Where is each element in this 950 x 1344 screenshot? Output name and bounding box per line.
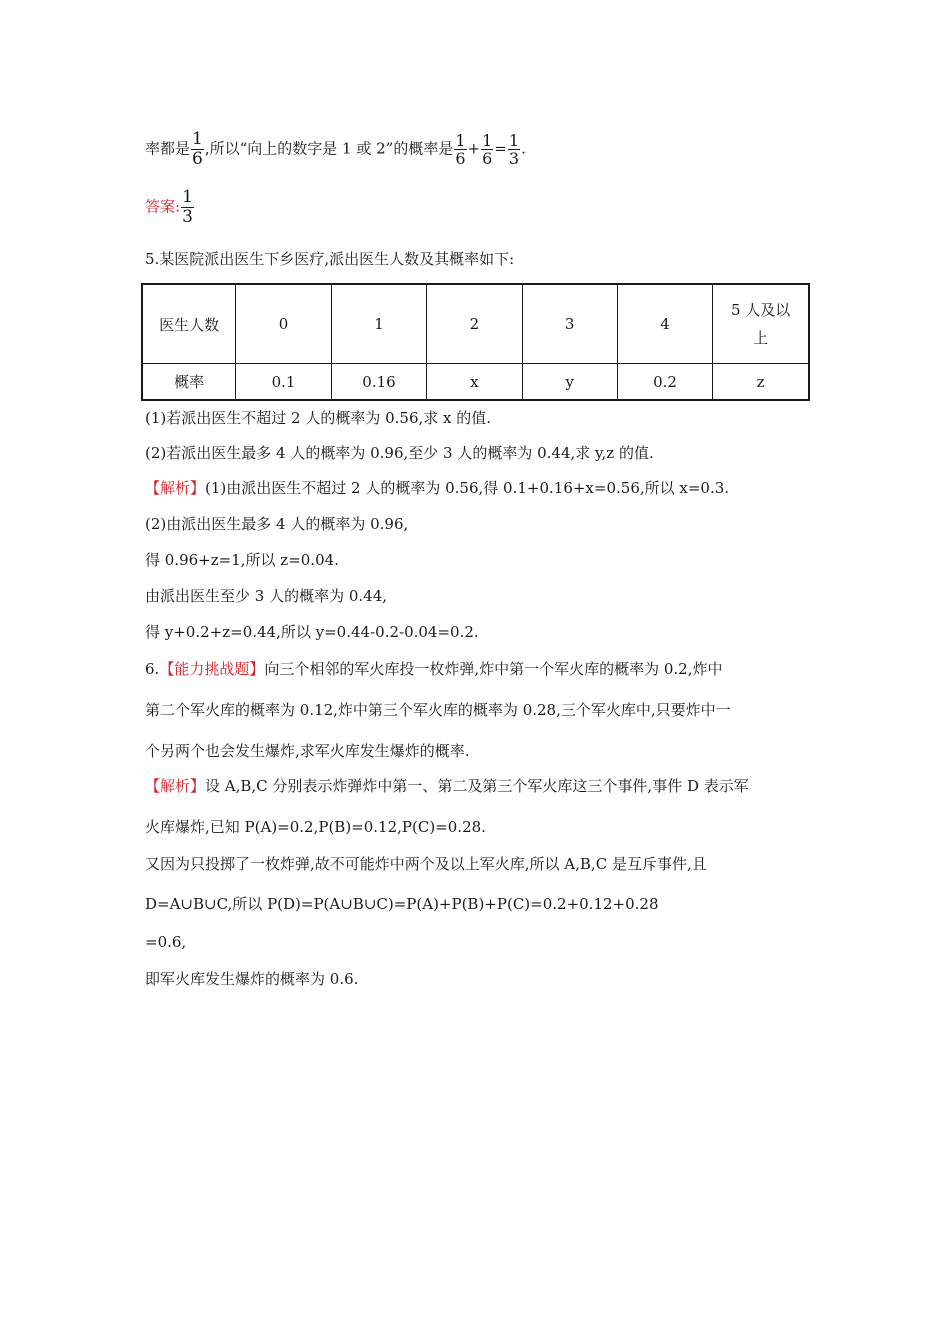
q5-solution-1: 【解析】(1)由派出医生不超过 2 人的概率为 0.56,得 0.1+0.16+x=0.56,所以 x=0.3.: [145, 479, 730, 497]
table-cell: [713, 284, 809, 364]
table-cell: 概率: [142, 364, 236, 401]
q6-solution-5: =0.6,: [145, 933, 187, 951]
fraction-one-sixth: $\frac{1}{6}$: [192, 129, 203, 169]
q6-solution-2: 火库爆炸,已知 P(A)=0.2,P(B)=0.12,P(C)=0.28.: [145, 818, 486, 836]
fraction-one-third: $\frac{1}{3}$: [508, 131, 520, 168]
equals-sign: =: [494, 139, 507, 158]
table-cell: 0.1: [236, 364, 331, 401]
q6-solution-4: D=A∪B∪C,所以 P(D)=P(A∪B∪C)=P(A)+P(B)+P(C)=0.2+0.12+0.28: [145, 895, 659, 913]
q6-solution-1: 【解析】设 A,B,C 分别表示炸弹炸中第一、第二及第三个军火库这三个事件,事件 D 表示军: [145, 777, 749, 795]
table-row: [142, 364, 809, 401]
fraction-one-sixth-b: $\frac{1}{6}$: [455, 131, 466, 168]
table-cell: 0: [236, 284, 331, 364]
solution-label: 【解析】: [145, 777, 206, 795]
table-cell: x: [427, 364, 522, 401]
answer-fraction: $\frac{1}{3}$: [182, 187, 193, 227]
fraction-one-sixth-c: $\frac{1}{6}$: [482, 131, 493, 168]
table-cell: 4: [617, 284, 712, 364]
q5-solution-4: 由派出医生至少 3 人的概率为 0.44,: [145, 587, 388, 605]
table-cell: 医生人数: [142, 284, 236, 364]
intro-middle: ,所以“向上的数字是 1 或 2”的概率是: [204, 139, 454, 158]
q6-text-1: 6.【能力挑战题】向三个相邻的军火库投一枚炸弹,炸中第一个军火库的概率为 0.2,炸中: [145, 660, 723, 678]
answer-label: 答案:: [145, 197, 181, 216]
q6-text-2: 第二个军火库的概率为 0.12,炸中第三个军火库的概率为 0.28,三个军火库中,只要炸中一: [145, 701, 731, 719]
q5-part1: (1)若派出医生不超过 2 人的概率为 0.56,求 x 的值.: [145, 409, 492, 427]
probability-table: [141, 283, 810, 401]
table-cell: 3: [522, 284, 617, 364]
q6-solution-6: 即军火库发生爆炸的概率为 0.6.: [145, 970, 359, 988]
q5-title: 5.某医院派出医生下乡医疗,派出医生人数及其概率如下:: [145, 250, 515, 268]
q5-solution-2: (2)由派出医生最多 4 人的概率为 0.96,: [145, 515, 409, 533]
table-cell: 0.16: [331, 364, 426, 401]
answer-line: [145, 188, 195, 227]
q5-solution-5: 得 y+0.2+z=0.44,所以 y=0.44-0.2-0.04=0.2.: [145, 623, 479, 641]
intro-end: .: [521, 139, 526, 158]
table-cell: z: [713, 364, 809, 401]
q5-part2: (2)若派出医生最多 4 人的概率为 0.96,至少 3 人的概率为 0.44,求 y,z 的值.: [145, 444, 654, 462]
solution-label: 【解析】: [145, 479, 206, 497]
q6-text-3: 个另两个也会发生爆炸,求军火库发生爆炸的概率.: [145, 742, 470, 760]
table-row: [142, 284, 809, 364]
plus-sign: +: [467, 139, 481, 158]
table-cell: 0.2: [617, 364, 712, 401]
table-cell: 2: [427, 284, 522, 364]
table-cell-text: 5 人及以上: [730, 301, 791, 347]
q5-solution-3: 得 0.96+z=1,所以 z=0.04.: [145, 551, 339, 569]
intro-line: [145, 130, 526, 169]
table-cell: 1: [331, 284, 426, 364]
challenge-tag: 【能力挑战题】: [159, 660, 265, 678]
intro-prefix: 率都是: [145, 139, 191, 158]
table-cell: y: [522, 364, 617, 401]
q6-solution-3: 又因为只投掷了一枚炸弹,故不可能炸中两个及以上军火库,所以 A,B,C 是互斥事件,且: [145, 855, 707, 873]
